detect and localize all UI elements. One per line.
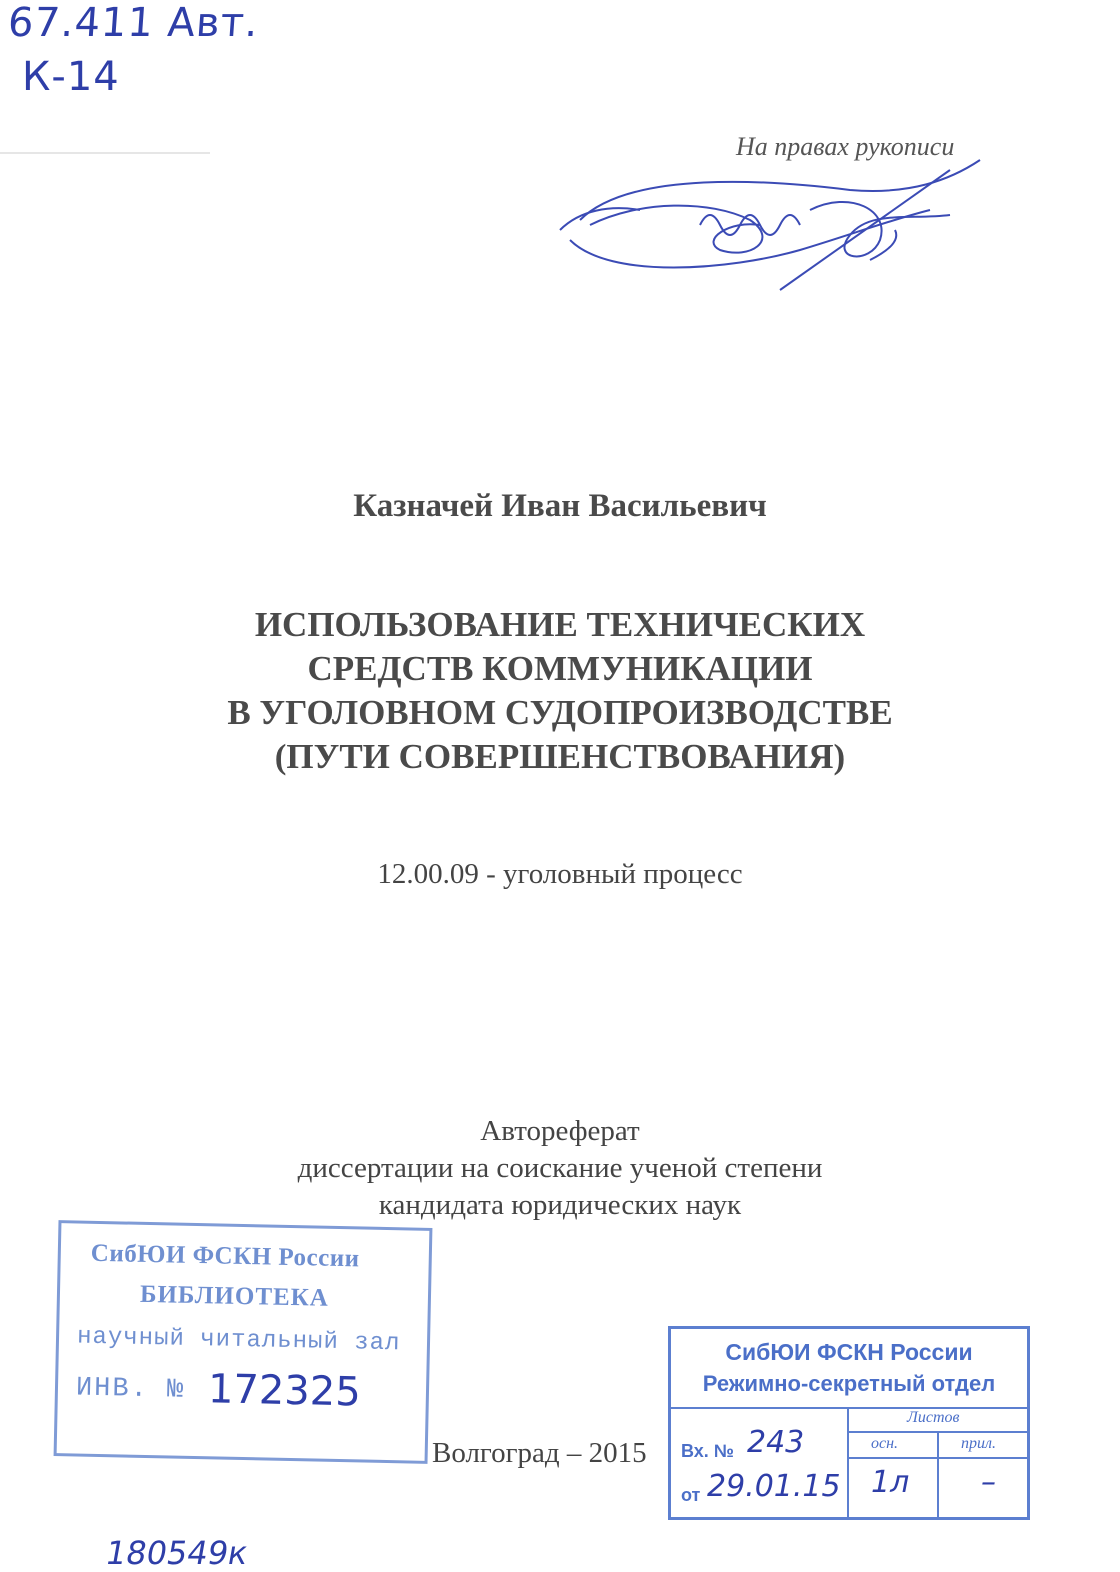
title-line: ИСПОЛЬЗОВАНИЕ ТЕХНИЧЕСКИХ <box>254 605 866 644</box>
date-label: от <box>681 1485 701 1505</box>
signature-image <box>550 150 990 300</box>
appendix-sheets-value: – <box>981 1465 996 1500</box>
library-stamp-line: БИБЛИОТЕКА <box>139 1280 330 1312</box>
main-sheets-label: осн. <box>871 1435 899 1452</box>
sheets-label: Листов <box>907 1409 960 1426</box>
title-line: (ПУТИ СОВЕРШЕНСТВОВАНИЯ) <box>274 737 846 776</box>
incoming-number: 243 <box>747 1425 805 1460</box>
corner-divider <box>0 152 210 154</box>
registry-stamp <box>668 1326 1030 1520</box>
stamp-divider <box>847 1407 849 1517</box>
handwritten-call-letter: К-14 <box>22 54 120 100</box>
city-year: Волгоград – 2015 <box>432 1437 647 1469</box>
registry-stamp-line: СибЮИ ФСКН России <box>725 1339 973 1365</box>
specialty-code: 12.00.09 - уголовный процесс <box>377 858 743 890</box>
stamp-divider <box>671 1407 1027 1409</box>
library-inventory-number: 172325 <box>207 1366 362 1416</box>
registry-stamp-line: Режимно-секретный отдел <box>702 1371 996 1396</box>
abstract-line: кандидата юридических наук <box>378 1189 742 1221</box>
stamp-divider <box>847 1457 1027 1459</box>
incoming-label: Вх. № <box>681 1441 734 1461</box>
handwritten-call-number: 67.411 Авт. <box>6 0 261 46</box>
title-line: В УГОЛОВНОМ СУДОПРОИЗВОДСТВЕ <box>227 693 893 732</box>
stamp-divider <box>937 1431 939 1517</box>
date-value: 29.01.15 <box>707 1469 841 1504</box>
abstract-line: диссертации на соискание ученой степени <box>297 1152 823 1184</box>
library-stamp-inv-label: ИНВ. № <box>75 1373 186 1406</box>
title-line: СРЕДСТВ КОММУНИКАЦИИ <box>307 649 813 688</box>
handwritten-inventory-number: 180549к <box>102 1534 251 1572</box>
appendix-sheets-label: прил. <box>961 1435 996 1452</box>
library-stamp-line: СибЮИ ФСКН России <box>90 1239 360 1273</box>
rights-note: На правах рукописи <box>736 132 955 161</box>
library-stamp-line: научный читальный зал <box>76 1323 401 1358</box>
abstract-line: Автореферат <box>480 1115 640 1147</box>
abstract-description <box>0 1113 1120 1224</box>
dissertation-title <box>0 603 1120 779</box>
author-name: Казначей Иван Васильевич <box>353 488 767 524</box>
main-sheets-value: 1л <box>871 1465 910 1500</box>
library-stamp <box>54 1220 433 1464</box>
